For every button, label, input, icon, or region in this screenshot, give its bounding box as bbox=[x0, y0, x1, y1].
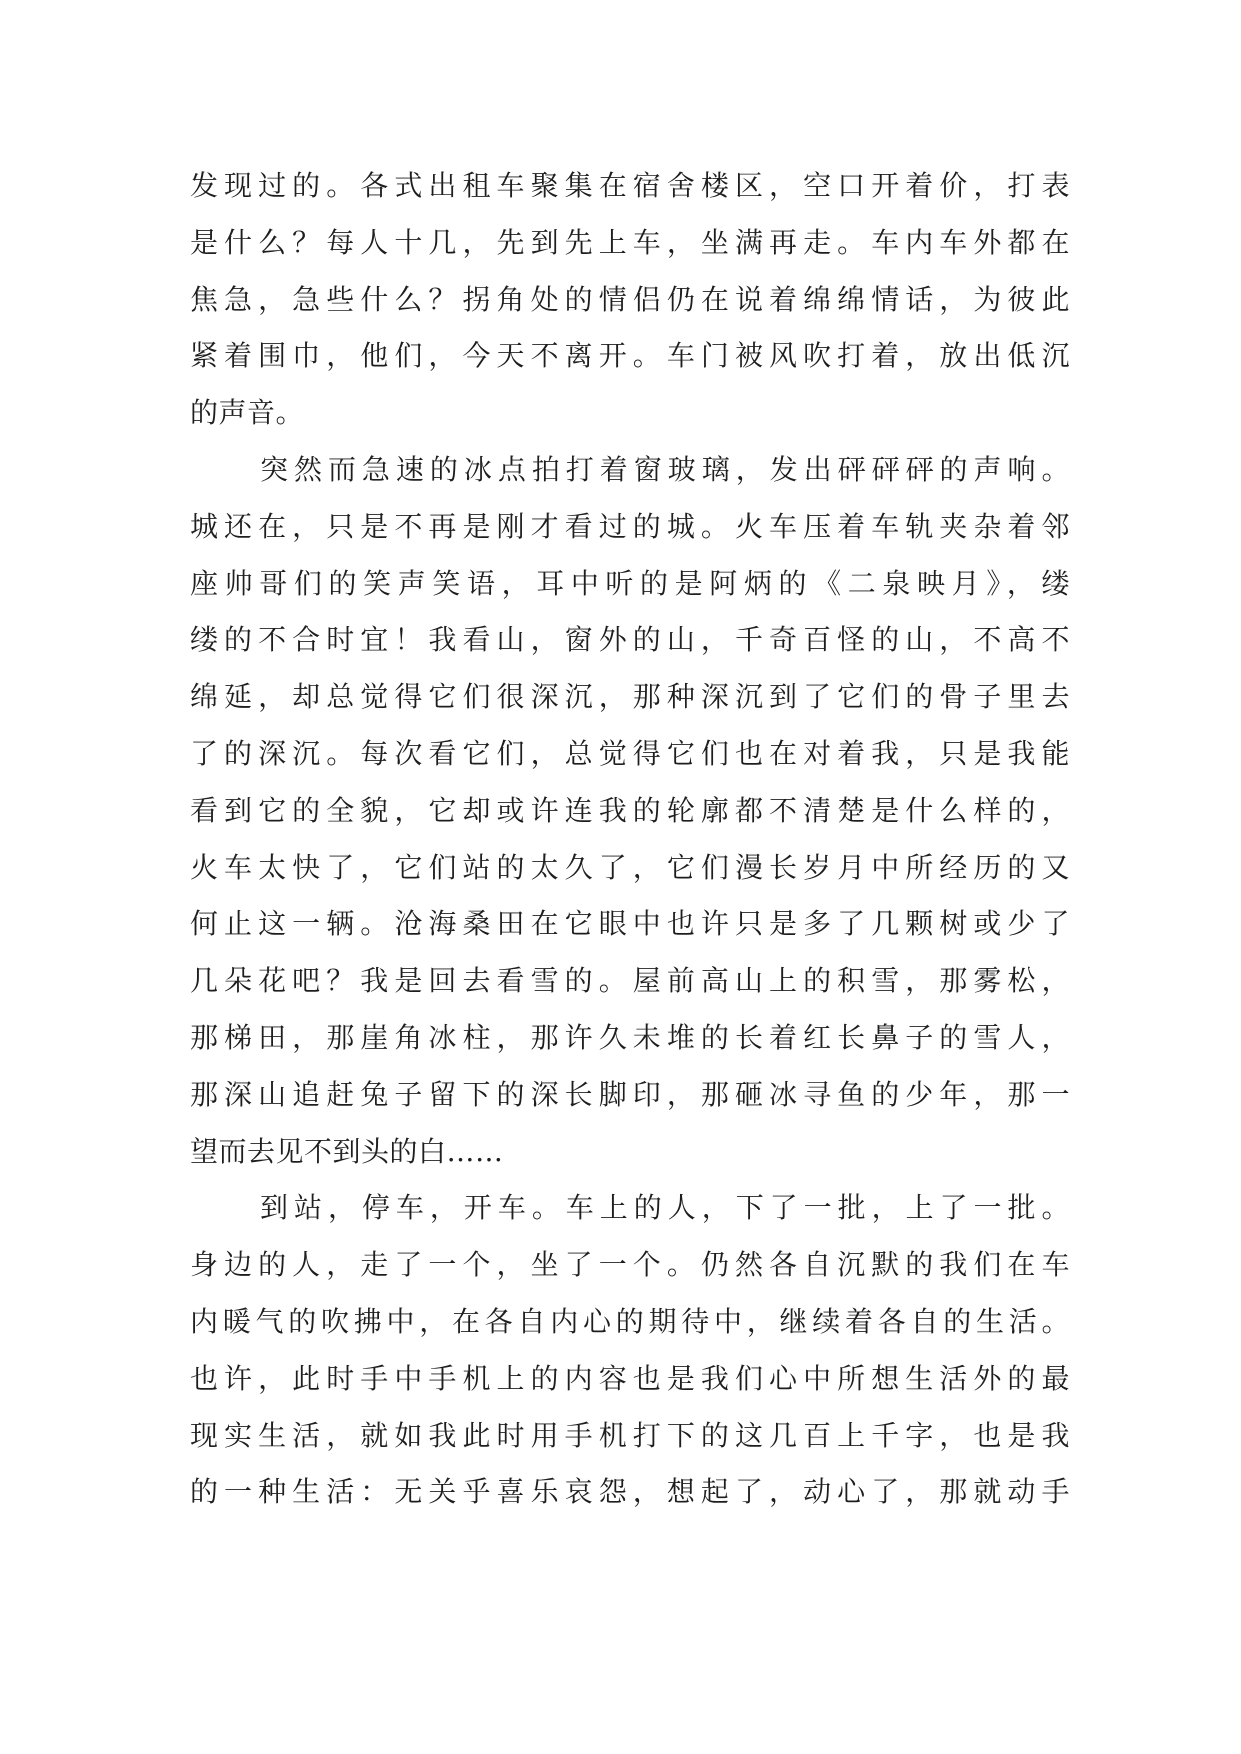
paragraph-3 bbox=[190, 1180, 1070, 1521]
text-line: 何止这一辆。沧海桑田在它眼中也许只是多了几颗树或少了 bbox=[190, 907, 1070, 941]
text-line: 座帅哥们的笑声笑语，耳中听的是阿炳的《二泉映月》，缕 bbox=[190, 566, 1070, 600]
text-line: 突然而急速的冰点拍打着窗玻璃，发出砰砰砰的声响。 bbox=[260, 452, 1070, 486]
document-body bbox=[190, 158, 1070, 1521]
paragraph-1 bbox=[190, 158, 1070, 442]
text-line: 望而去见不到头的白…… bbox=[190, 1134, 504, 1168]
text-line: 看到它的全貌，它却或许连我的轮廓都不清楚是什么样的， bbox=[190, 793, 1070, 827]
text-line: 火车太快了，它们站的太久了，它们漫长岁月中所经历的又 bbox=[190, 850, 1070, 884]
text-line: 绵延，却总觉得它们很深沉，那种深沉到了它们的骨子里去 bbox=[190, 680, 1070, 714]
paragraph-2 bbox=[190, 442, 1070, 1180]
text-line: 也许，此时手中手机上的内容也是我们心中所想生活外的最 bbox=[190, 1361, 1070, 1395]
text-line: 了的深沉。每次看它们，总觉得它们也在对着我，只是我能 bbox=[190, 736, 1070, 770]
text-line: 的声音。 bbox=[190, 396, 305, 430]
text-line: 焦急，急些什么？拐角处的情侣仍在说着绵绵情话，为彼此 bbox=[190, 282, 1070, 316]
text-line: 那深山追赶兔子留下的深长脚印，那砸冰寻鱼的少年，那一 bbox=[190, 1077, 1070, 1111]
text-line: 现实生活，就如我此时用手机打下的这几百上千字，也是我 bbox=[190, 1418, 1070, 1452]
text-line: 身边的人，走了一个，坐了一个。仍然各自沉默的我们在车 bbox=[190, 1248, 1070, 1282]
text-line: 紧着围巾，他们，今天不离开。车门被风吹打着，放出低沉 bbox=[190, 339, 1070, 373]
text-line: 到站，停车，开车。车上的人，下了一批，上了一批。 bbox=[260, 1191, 1070, 1225]
text-line: 内暖气的吹拂中，在各自内心的期待中，继续着各自的生活。 bbox=[190, 1304, 1070, 1338]
text-line: 几朵花吧？我是回去看雪的。屋前高山上的积雪，那雾松， bbox=[190, 964, 1070, 998]
text-line: 缕的不合时宜！我看山，窗外的山，千奇百怪的山，不高不 bbox=[190, 623, 1070, 657]
text-line: 的一种生活：无关乎喜乐哀怨，想起了，动心了，那就动手 bbox=[190, 1475, 1070, 1509]
text-line: 城还在，只是不再是刚才看过的城。火车压着车轨夹杂着邻 bbox=[190, 509, 1070, 543]
text-line: 是什么？每人十几，先到先上车，坐满再走。车内车外都在 bbox=[190, 225, 1070, 259]
text-line: 那梯田，那崖角冰柱，那许久未堆的长着红长鼻子的雪人， bbox=[190, 1020, 1070, 1054]
text-line: 发现过的。各式出租车聚集在宿舍楼区，空口开着价，打表 bbox=[190, 169, 1070, 202]
